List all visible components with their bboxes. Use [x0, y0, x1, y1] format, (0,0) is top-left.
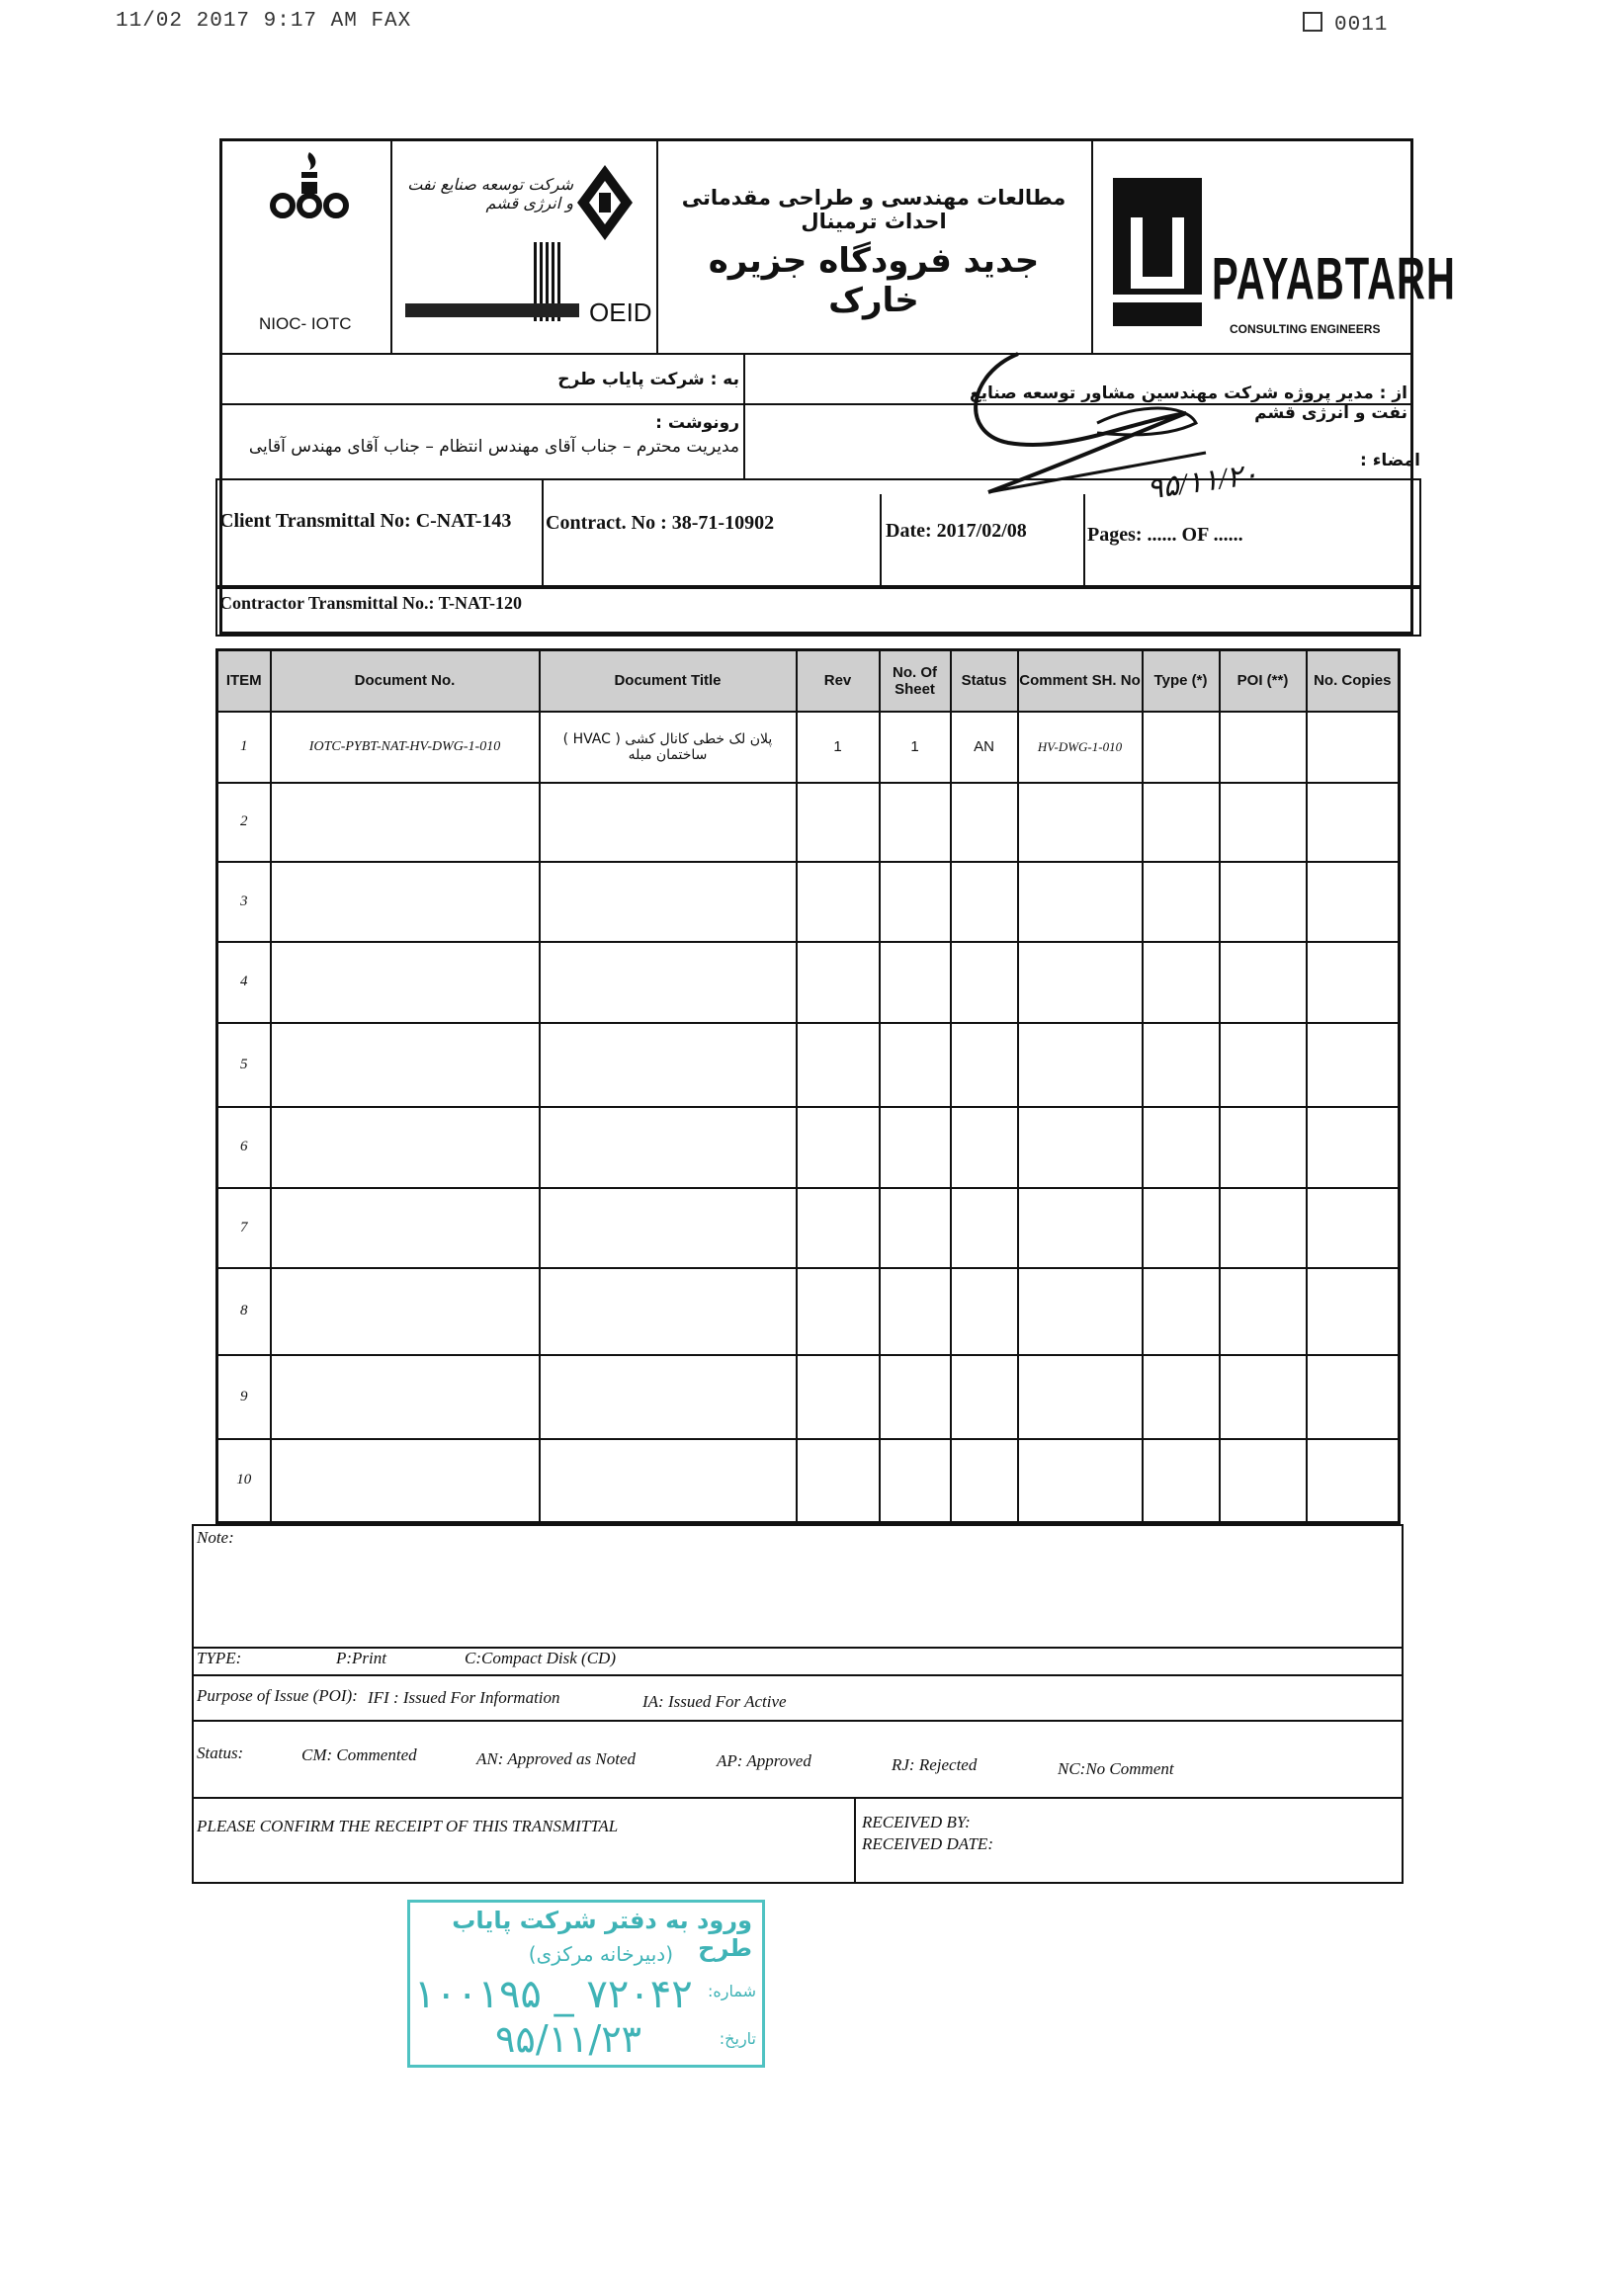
cell-item: 6 — [217, 1107, 271, 1189]
cell-sheets — [880, 1268, 951, 1356]
cell-comment — [1018, 1355, 1143, 1439]
col-header-type: Type (*) — [1143, 650, 1220, 712]
cell-item: 1 — [217, 712, 271, 783]
cell-sheets — [880, 1107, 951, 1189]
table-header-row — [217, 650, 1400, 712]
pages-field: Pages: ...... OF ...... — [1087, 524, 1243, 546]
cell-status — [951, 1107, 1018, 1189]
payabtarh-sublabel: CONSULTING ENGINEERS — [1230, 322, 1381, 336]
stamp-date-label: تاریخ: — [719, 2029, 756, 2048]
stamp-date: ۹۵/۱۱/۲۳ — [495, 2017, 642, 2061]
cell-copies — [1307, 1188, 1400, 1267]
table-row — [217, 1355, 1400, 1439]
project-subtitle: جدید فرودگاه جزیره خارک — [708, 241, 1040, 320]
table-row — [217, 1439, 1400, 1523]
oeid-underline-bar — [405, 303, 579, 317]
oeid-emblem-icon — [575, 163, 635, 242]
oeid-name-fa: شرکت توسعه صنایع نفت و انرژی قشم — [407, 175, 573, 213]
cell-item: 7 — [217, 1188, 271, 1267]
cell-document-title — [540, 1268, 797, 1356]
oeid-logo-area — [405, 153, 652, 341]
cell-type — [1143, 942, 1220, 1024]
fax-page-icon — [1303, 12, 1322, 32]
cell-copies — [1307, 1107, 1400, 1189]
cell-status — [951, 1023, 1018, 1107]
cell-rev — [797, 1188, 880, 1267]
cell-status — [951, 783, 1018, 862]
nioc-label: NIOC- IOTC — [259, 314, 352, 333]
cell-type — [1143, 783, 1220, 862]
cell-copies — [1307, 1355, 1400, 1439]
stamp-line1: ورود به دفتر شرکت پایاب طرح — [452, 1907, 752, 1962]
table-row — [217, 862, 1400, 941]
table-row — [217, 942, 1400, 1024]
oeid-label: OEID — [589, 298, 652, 327]
table-row — [217, 1023, 1400, 1107]
cell-comment — [1018, 1107, 1143, 1189]
col-header-sheets: No. Of Sheet — [880, 650, 951, 712]
cell-document-no — [271, 942, 540, 1024]
cell-poi — [1220, 1268, 1307, 1356]
stamp-number: ۱۰۰۱۹۵ _ ۷۲۰۴۲ — [414, 1972, 693, 2017]
cell-poi — [1220, 1439, 1307, 1523]
transmittal-date: Date: 2017/02/08 — [886, 520, 1027, 542]
handwritten-date: ۹۵/۱۱/۲۰ — [1145, 458, 1261, 506]
note-label: Note: — [197, 1528, 234, 1547]
type-label: TYPE: — [197, 1649, 242, 1667]
fax-page-number-wrap — [1303, 12, 1388, 37]
cell-rev — [797, 783, 880, 862]
cc-label: رونوشت : — [655, 413, 739, 433]
cell-type — [1143, 1439, 1220, 1523]
type-cd: C:Compact Disk (CD) — [465, 1649, 616, 1667]
to-field: به : شرکت پایاب طرح — [557, 370, 739, 389]
col-header-item: ITEM — [217, 650, 271, 712]
cell-status — [951, 862, 1018, 941]
cell-document-title — [540, 783, 797, 862]
payabtarh-emblem-icon — [1113, 178, 1202, 326]
poi-ifi: IFI : Issued For Information — [368, 1688, 560, 1707]
fax-datetime: 11/02 2017 9:17 AM FAX — [116, 10, 412, 33]
status-rj: RJ: Rejected — [892, 1755, 978, 1774]
cell-comment — [1018, 862, 1143, 941]
status-cm: CM: Commented — [301, 1745, 417, 1764]
cell-item: 4 — [217, 942, 271, 1024]
payabtarh-label: PAYABTARH — [1212, 247, 1456, 312]
cell-copies — [1307, 1023, 1400, 1107]
cell-type — [1143, 1107, 1220, 1189]
cell-status: AN — [951, 712, 1018, 783]
cc-field: مدیریت محترم – جناب آقای مهندس انتظام – جناب آقای مهندس آقایی — [248, 437, 739, 457]
status-an: AN: Approved as Noted — [476, 1749, 637, 1768]
payabtarh-logo-area — [1113, 178, 1456, 336]
cell-poi — [1220, 1355, 1307, 1439]
cell-document-title — [540, 942, 797, 1024]
cell-copies — [1307, 942, 1400, 1024]
col-header-rev: Rev — [797, 650, 880, 712]
col-header-status: Status — [951, 650, 1018, 712]
table-row — [217, 712, 1400, 783]
cell-sheets — [880, 942, 951, 1024]
cell-poi — [1220, 712, 1307, 783]
status-label: Status: — [197, 1743, 244, 1762]
documents-table — [215, 648, 1401, 1524]
from-field: از : مدیر پروژه شرکت مهندسین مشاور توسعه صنایع نفت و انرژی قشم — [969, 383, 1407, 423]
cell-status — [951, 942, 1018, 1024]
table-row — [217, 1188, 1400, 1267]
col-header-document-no: Document No. — [271, 650, 540, 712]
cell-type — [1143, 862, 1220, 941]
cell-rev — [797, 1023, 880, 1107]
client-transmittal-no: Client Transmittal No: C-NAT-143 — [219, 510, 512, 532]
cell-item: 10 — [217, 1439, 271, 1523]
table-row — [217, 1268, 1400, 1356]
cell-poi — [1220, 942, 1307, 1024]
cell-poi — [1220, 862, 1307, 941]
cell-rev — [797, 1355, 880, 1439]
received-by-label: RECEIVED BY: — [862, 1813, 971, 1831]
cell-copies — [1307, 862, 1400, 941]
cell-type — [1143, 712, 1220, 783]
cell-item: 2 — [217, 783, 271, 862]
cell-document-title — [540, 1023, 797, 1107]
cell-rev — [797, 942, 880, 1024]
cell-document-no: IOTC-PYBT-NAT-HV-DWG-1-010 — [271, 712, 540, 783]
cell-poi — [1220, 1188, 1307, 1267]
col-header-copies: No. Copies — [1307, 650, 1400, 712]
contract-no: Contract. No : 38-71-10902 — [546, 512, 775, 534]
cell-copies — [1307, 1439, 1400, 1523]
cell-rev — [797, 1439, 880, 1523]
cell-rev — [797, 862, 880, 941]
confirm-receipt-text: PLEASE CONFIRM THE RECEIPT OF THIS TRANSMITTAL — [197, 1817, 619, 1835]
cell-document-title — [540, 1107, 797, 1189]
cell-comment — [1018, 1188, 1143, 1267]
cell-status — [951, 1355, 1018, 1439]
cell-rev: 1 — [797, 712, 880, 783]
cell-status — [951, 1268, 1018, 1356]
sign-label: امضاء : — [1360, 451, 1420, 470]
cell-comment — [1018, 942, 1143, 1024]
col-header-comment: Comment SH. No — [1018, 650, 1143, 712]
cell-item: 8 — [217, 1268, 271, 1356]
cell-comment — [1018, 1439, 1143, 1523]
stamp-line2: (دبیرخانه مرکزی) — [528, 1942, 673, 1966]
cell-document-title — [540, 862, 797, 941]
cell-comment: HV-DWG-1-010 — [1018, 712, 1143, 783]
cell-copies — [1307, 783, 1400, 862]
cell-comment — [1018, 1023, 1143, 1107]
col-header-document-title: Document Title — [540, 650, 797, 712]
cell-type — [1143, 1023, 1220, 1107]
cell-type — [1143, 1188, 1220, 1267]
cell-sheets — [880, 1439, 951, 1523]
cell-rev — [797, 1268, 880, 1356]
table-body — [217, 712, 1400, 1523]
project-title: مطالعات مهندسی و طراحی مقدماتی احداث ترمینال — [681, 186, 1066, 233]
cell-document-no — [271, 783, 540, 862]
cell-sheets — [880, 862, 951, 941]
cell-poi — [1220, 783, 1307, 862]
cell-sheets — [880, 1023, 951, 1107]
contractor-transmittal-no: Contractor Transmittal No.: T-NAT-120 — [219, 593, 522, 613]
cell-sheets — [880, 783, 951, 862]
cell-item: 3 — [217, 862, 271, 941]
table-row — [217, 1107, 1400, 1189]
cell-poi — [1220, 1107, 1307, 1189]
cell-copies — [1307, 1268, 1400, 1356]
cell-document-no — [271, 1268, 540, 1356]
cell-item: 5 — [217, 1023, 271, 1107]
cell-comment — [1018, 1268, 1143, 1356]
cell-sheets — [880, 1355, 951, 1439]
cell-item: 9 — [217, 1355, 271, 1439]
cell-status — [951, 1188, 1018, 1267]
cell-sheets: 1 — [880, 712, 951, 783]
cell-rev — [797, 1107, 880, 1189]
incoming-stamp — [407, 1900, 765, 2068]
cell-document-no — [271, 1439, 540, 1523]
status-nc: NC:No Comment — [1058, 1759, 1174, 1778]
cell-document-title: پلان لک خطی کانال کشی ( HVAC ) ساختمان مبله — [540, 712, 797, 783]
poi-ia: IA: Issued For Active — [642, 1692, 787, 1711]
cell-type — [1143, 1355, 1220, 1439]
cell-copies — [1307, 712, 1400, 783]
cell-document-title — [540, 1355, 797, 1439]
status-ap: AP: Approved — [717, 1751, 811, 1770]
cell-document-no — [271, 1188, 540, 1267]
cell-document-no — [271, 862, 540, 941]
cell-document-title — [540, 1439, 797, 1523]
cell-status — [951, 1439, 1018, 1523]
table-row — [217, 783, 1400, 862]
fax-page-number: 0011 — [1334, 14, 1389, 37]
cell-document-no — [271, 1107, 540, 1189]
cell-document-no — [271, 1023, 540, 1107]
signature-icon — [949, 334, 1324, 502]
cell-poi — [1220, 1023, 1307, 1107]
col-header-poi: POI (**) — [1220, 650, 1307, 712]
cell-type — [1143, 1268, 1220, 1356]
nioc-logo-icon — [265, 148, 354, 227]
type-print: P:Print — [336, 1649, 386, 1667]
stamp-number-label: شماره: — [707, 1982, 756, 2000]
cell-comment — [1018, 783, 1143, 862]
received-date-label: RECEIVED DATE: — [862, 1834, 993, 1853]
cell-document-title — [540, 1188, 797, 1267]
poi-label: Purpose of Issue (POI): — [197, 1686, 358, 1705]
cell-document-no — [271, 1355, 540, 1439]
cell-sheets — [880, 1188, 951, 1267]
